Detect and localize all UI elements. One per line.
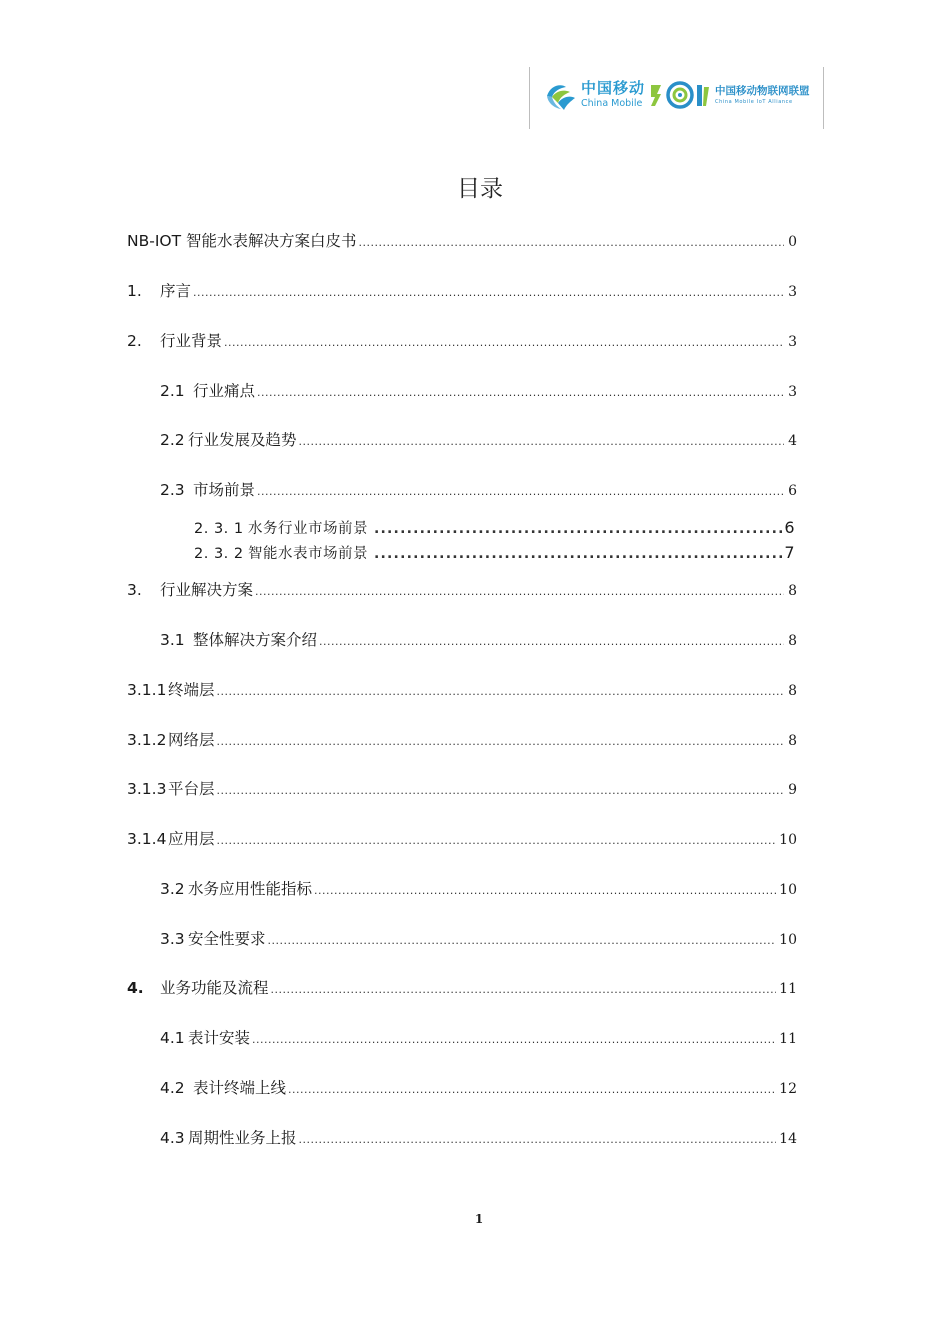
toc-entry-page: 6 xyxy=(784,518,795,537)
header-logos xyxy=(529,67,824,129)
toc-entry-number: 3.1.3 xyxy=(127,780,167,798)
toc-entry-1[interactable] xyxy=(127,279,797,301)
iot-alliance-logo-icon xyxy=(649,79,711,111)
toc-leader-dots xyxy=(217,685,784,698)
toc-leader-dots xyxy=(374,521,782,537)
toc-entry-page: 0 xyxy=(788,234,797,250)
toc-entry-number: 2.2 xyxy=(160,431,185,449)
toc-entry-number: 3.1.4 xyxy=(127,830,167,848)
china-mobile-cn-text: 中国移动 xyxy=(581,79,646,97)
toc-leader-dots xyxy=(255,585,784,598)
toc-leader-dots xyxy=(193,286,784,299)
toc-entry-page: 8 xyxy=(788,633,797,649)
toc-entry-label: 安全性要求 xyxy=(188,930,266,948)
toc-leader-dots xyxy=(257,485,784,498)
china-mobile-logo-icon xyxy=(544,79,578,113)
toc-entry-2-3[interactable] xyxy=(160,478,797,500)
toc-entry-label: 平台层 xyxy=(168,780,215,798)
toc-entry-3-1-4[interactable] xyxy=(127,827,797,849)
toc-entry-label: 水务应用性能指标 xyxy=(188,880,313,898)
toc-leader-dots xyxy=(314,884,776,897)
header-divider-left xyxy=(529,67,530,129)
toc-leader-dots xyxy=(217,834,777,847)
toc-entry-page: 6 xyxy=(788,483,797,499)
toc-entry-number: 1. xyxy=(127,282,142,300)
toc-entry-page: 3 xyxy=(788,284,797,300)
toc-leader-dots xyxy=(319,635,784,648)
page-number: 1 xyxy=(474,1212,484,1226)
toc-entry-page: 4 xyxy=(788,433,797,449)
iot-alliance-cn-text: 中国移动物联网联盟 xyxy=(715,85,810,97)
toc-entry-page: 10 xyxy=(779,932,797,948)
toc-entry-number: 2. 3. 1 xyxy=(194,521,244,537)
toc-entry-4[interactable] xyxy=(127,976,797,998)
toc-entry-label: 水务行业市场前景 xyxy=(248,521,368,537)
toc-entry-3-1-3[interactable] xyxy=(127,777,797,799)
iot-alliance-wordmark xyxy=(715,86,810,105)
toc-entry-label: 表计终端上线 xyxy=(193,1079,287,1097)
header-divider-right xyxy=(823,67,824,129)
toc-entry-2-3-2[interactable] xyxy=(194,542,795,564)
toc-leader-dots xyxy=(257,386,784,399)
toc-entry-number: 4.2 xyxy=(160,1079,185,1097)
toc-entry-2-1[interactable] xyxy=(160,379,797,401)
toc-entry-page: 10 xyxy=(779,882,797,898)
toc-entry-page: 3 xyxy=(788,384,797,400)
toc-entry-3-3[interactable] xyxy=(160,927,797,949)
toc-entry-page: 8 xyxy=(788,733,797,749)
toc-entry-page: 10 xyxy=(779,832,797,848)
toc-title: 目录 xyxy=(457,176,503,202)
toc-leader-dots xyxy=(217,735,784,748)
toc-entry-number: 3.1.2 xyxy=(127,731,167,749)
toc-entry-number: 2. xyxy=(127,332,142,350)
toc-entry-label: 行业背景 xyxy=(160,332,223,350)
toc-leader-dots xyxy=(268,934,777,947)
toc-leader-dots xyxy=(299,1133,777,1146)
toc-entry-number: 3.3 xyxy=(160,930,185,948)
toc-entry-page: 8 xyxy=(788,683,797,699)
toc-entry-label: 行业发展及趋势 xyxy=(188,431,297,449)
china-mobile-en-text: China Mobile xyxy=(581,98,643,109)
toc-entry-page: 11 xyxy=(779,981,797,997)
toc-entry-label: 业务 xyxy=(160,979,192,997)
toc-entry-label: 表计安装 xyxy=(188,1029,251,1047)
toc-entry-number: 4.1 xyxy=(160,1029,185,1047)
toc-entry-2-2[interactable] xyxy=(160,428,797,450)
toc-entry-page: 8 xyxy=(788,583,797,599)
toc-entry-label: 应用层 xyxy=(168,830,215,848)
toc-entry-label: 整体解决方案介绍 xyxy=(193,631,318,649)
toc-entry-page: 3 xyxy=(788,334,797,350)
toc-leader-dots xyxy=(288,1083,776,1096)
toc-entry-label: 周期性业务上报 xyxy=(188,1129,297,1147)
toc-entry-label: 序言 xyxy=(160,282,192,300)
toc-entry-label: 行业解决方案 xyxy=(160,581,254,599)
toc-leader-dots xyxy=(374,546,782,562)
toc-entry-number: 3.1.1 xyxy=(127,681,167,699)
toc-entry-2[interactable] xyxy=(127,329,797,351)
toc-entry-3[interactable] xyxy=(127,578,797,600)
toc-leader-dots xyxy=(224,336,784,349)
toc-entry-number: 3.1 xyxy=(160,631,185,649)
toc-entry-3-1-1[interactable] xyxy=(127,678,797,700)
toc-entry-label: 终端层 xyxy=(168,681,215,699)
toc-entry-label-serif: 功能及流程 xyxy=(191,979,269,997)
toc-leader-dots xyxy=(252,1033,776,1046)
toc-entry-number: 4.3 xyxy=(160,1129,185,1147)
china-mobile-wordmark xyxy=(581,81,645,109)
toc-entry-3-2[interactable] xyxy=(160,877,797,899)
toc-entry-number: 2. 3. 2 xyxy=(194,546,244,562)
toc-entry-4-3[interactable] xyxy=(160,1126,797,1148)
toc-entry-page: 9 xyxy=(788,782,797,798)
toc-entry-label: 市场前景 xyxy=(193,481,256,499)
toc-entry-number: 4. xyxy=(127,979,144,997)
toc-entry-page: 7 xyxy=(784,543,795,562)
toc-entry-label: 网络层 xyxy=(168,731,215,749)
toc-entry-number: 2.3 xyxy=(160,481,185,499)
toc-entry-label: 行业痛点 xyxy=(193,382,256,400)
toc-entry-3-1-2[interactable] xyxy=(127,728,797,750)
toc-entry-number: 2.1 xyxy=(160,382,185,400)
toc-entry-whitepaper[interactable] xyxy=(127,229,797,251)
toc-leader-dots xyxy=(359,236,785,249)
toc-entry-number: 3. xyxy=(127,581,142,599)
toc-entry-4-1[interactable] xyxy=(160,1026,797,1048)
toc-entry-page: 12 xyxy=(779,1081,797,1097)
iot-alliance-en-text: China Mobile IoT Alliance xyxy=(715,98,793,105)
toc-entry-label: 智能水表市场前景 xyxy=(248,546,368,562)
toc-entry-2-3-1[interactable] xyxy=(194,517,795,539)
toc-entry-4-2[interactable] xyxy=(160,1076,797,1098)
toc-entry-page: 11 xyxy=(779,1031,797,1047)
toc-leader-dots xyxy=(299,435,784,448)
toc-entry-number: 3.2 xyxy=(160,880,185,898)
toc-entry-3-1[interactable] xyxy=(160,628,797,650)
toc-leader-dots xyxy=(217,784,784,797)
toc-entry-label: NB-IOT 智能水表解决方案白皮书 xyxy=(127,232,357,250)
toc-entry-page: 14 xyxy=(779,1131,797,1147)
toc-leader-dots xyxy=(271,983,777,996)
